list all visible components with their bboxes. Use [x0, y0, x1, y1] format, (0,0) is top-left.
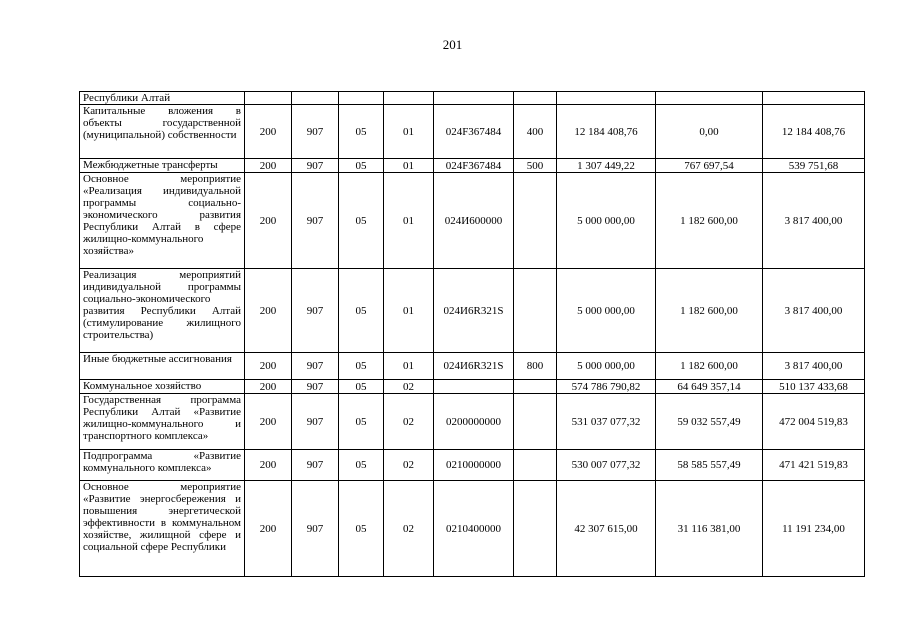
subsection-cell: 01 — [384, 159, 434, 173]
republic-amount-cell: 3 817 400,00 — [763, 353, 865, 380]
row-name-cell: Государственная программа Республики Алтай «Развитие жилищно-коммунального и транспортного комплекса» — [80, 394, 245, 450]
expense-type-cell — [514, 92, 557, 105]
table-row — [80, 394, 865, 450]
ministry-code-cell: 907 — [292, 353, 339, 380]
row-name-cell: Республики Алтай — [80, 92, 245, 105]
total-amount-cell: 5 000 000,00 — [557, 353, 656, 380]
total-amount-cell: 530 007 077,32 — [557, 450, 656, 481]
section-cell: 05 — [339, 450, 384, 481]
subsection-cell: 01 — [384, 105, 434, 159]
ministry-code-cell: 907 — [292, 380, 339, 394]
target-article-cell — [434, 380, 514, 394]
table-row — [80, 105, 865, 159]
federal-amount-cell: 59 032 557,49 — [656, 394, 763, 450]
subsection-cell: 02 — [384, 450, 434, 481]
row-name-cell: Межбюджетные трансферты — [80, 159, 245, 173]
row-name-cell: Капитальные вложения в объекты государственной (муниципальной) собственности — [80, 105, 245, 159]
federal-amount-cell: 64 649 357,14 — [656, 380, 763, 394]
subsection-cell: 01 — [384, 353, 434, 380]
target-article-cell: 024И6R321S — [434, 269, 514, 353]
ministry-code-cell — [292, 92, 339, 105]
total-amount-cell: 5 000 000,00 — [557, 269, 656, 353]
ministry-code-cell: 907 — [292, 173, 339, 269]
expense-type-cell: 800 — [514, 353, 557, 380]
row-name-cell: Коммунальное хозяйство — [80, 380, 245, 394]
section-cell: 05 — [339, 380, 384, 394]
table-row — [80, 353, 865, 380]
republic-amount-cell: 472 004 519,83 — [763, 394, 865, 450]
row-name-cell: Основное мероприятие «Развитие энергосбережения и повышения энергетической эффективности в коммунальном хозяйстве, жилищной сфере и социальной сфере Республики — [80, 481, 245, 577]
federal-amount-cell: 1 182 600,00 — [656, 353, 763, 380]
ministry-code-cell: 907 — [292, 105, 339, 159]
total-amount-cell: 1 307 449,22 — [557, 159, 656, 173]
target-article-cell: 024И6R321S — [434, 353, 514, 380]
republic-amount-cell: 12 184 408,76 — [763, 105, 865, 159]
target-article-cell: 0200000000 — [434, 394, 514, 450]
republic-amount-cell: 3 817 400,00 — [763, 269, 865, 353]
admin-code-cell: 200 — [245, 353, 292, 380]
republic-amount-cell: 471 421 519,83 — [763, 450, 865, 481]
total-amount-cell: 5 000 000,00 — [557, 173, 656, 269]
total-amount-cell — [557, 92, 656, 105]
target-article-cell — [434, 92, 514, 105]
expense-type-cell — [514, 450, 557, 481]
republic-amount-cell: 11 191 234,00 — [763, 481, 865, 577]
ministry-code-cell: 907 — [292, 450, 339, 481]
ministry-code-cell: 907 — [292, 394, 339, 450]
subsection-cell: 02 — [384, 481, 434, 577]
total-amount-cell: 12 184 408,76 — [557, 105, 656, 159]
table-row — [80, 450, 865, 481]
subsection-cell: 01 — [384, 269, 434, 353]
section-cell: 05 — [339, 481, 384, 577]
expense-type-cell — [514, 380, 557, 394]
row-name-cell: Иные бюджетные ассигнования — [80, 353, 245, 380]
republic-amount-cell: 3 817 400,00 — [763, 173, 865, 269]
section-cell: 05 — [339, 353, 384, 380]
subsection-cell — [384, 92, 434, 105]
row-name-cell: Реализация мероприятий индивидуальной программы социально-экономического развития Республики Алтай (стимулирование жилищного строительства) — [80, 269, 245, 353]
federal-amount-cell — [656, 92, 763, 105]
section-cell: 05 — [339, 173, 384, 269]
subsection-cell: 01 — [384, 173, 434, 269]
page-number: 201 — [442, 37, 463, 52]
section-cell: 05 — [339, 394, 384, 450]
admin-code-cell: 200 — [245, 394, 292, 450]
total-amount-cell: 42 307 615,00 — [557, 481, 656, 577]
admin-code-cell — [245, 92, 292, 105]
admin-code-cell: 200 — [245, 481, 292, 577]
table-row — [80, 269, 865, 353]
expense-type-cell — [514, 481, 557, 577]
federal-amount-cell: 31 116 381,00 — [656, 481, 763, 577]
section-cell: 05 — [339, 159, 384, 173]
federal-amount-cell: 58 585 557,49 — [656, 450, 763, 481]
federal-amount-cell: 767 697,54 — [656, 159, 763, 173]
target-article-cell: 024И600000 — [434, 173, 514, 269]
table-row — [80, 173, 865, 269]
target-article-cell: 024F367484 — [434, 159, 514, 173]
federal-amount-cell: 1 182 600,00 — [656, 173, 763, 269]
expense-type-cell — [514, 269, 557, 353]
admin-code-cell: 200 — [245, 173, 292, 269]
expense-type-cell — [514, 394, 557, 450]
section-cell — [339, 92, 384, 105]
total-amount-cell: 531 037 077,32 — [557, 394, 656, 450]
expense-type-cell: 500 — [514, 159, 557, 173]
ministry-code-cell: 907 — [292, 481, 339, 577]
admin-code-cell: 200 — [245, 159, 292, 173]
target-article-cell: 0210400000 — [434, 481, 514, 577]
budget-table — [79, 91, 865, 577]
subsection-cell: 02 — [384, 380, 434, 394]
expense-type-cell — [514, 173, 557, 269]
table-row — [80, 92, 865, 105]
federal-amount-cell: 1 182 600,00 — [656, 269, 763, 353]
admin-code-cell: 200 — [245, 380, 292, 394]
admin-code-cell: 200 — [245, 105, 292, 159]
target-article-cell: 0210000000 — [434, 450, 514, 481]
row-name-cell: Основное мероприятие «Реализация индивидуальной программы социально-экономического развития Республики Алтай в сфере жилищно-коммунального хозяйства» — [80, 173, 245, 269]
section-cell: 05 — [339, 269, 384, 353]
expense-type-cell: 400 — [514, 105, 557, 159]
admin-code-cell: 200 — [245, 450, 292, 481]
row-name-cell: Подпрограмма «Развитие коммунального комплекса» — [80, 450, 245, 481]
subsection-cell: 02 — [384, 394, 434, 450]
republic-amount-cell: 510 137 433,68 — [763, 380, 865, 394]
total-amount-cell: 574 786 790,82 — [557, 380, 656, 394]
ministry-code-cell: 907 — [292, 269, 339, 353]
table-row — [80, 159, 865, 173]
ministry-code-cell: 907 — [292, 159, 339, 173]
target-article-cell: 024F367484 — [434, 105, 514, 159]
republic-amount-cell: 539 751,68 — [763, 159, 865, 173]
table-row — [80, 481, 865, 577]
section-cell: 05 — [339, 105, 384, 159]
republic-amount-cell — [763, 92, 865, 105]
federal-amount-cell: 0,00 — [656, 105, 763, 159]
table-row — [80, 380, 865, 394]
admin-code-cell: 200 — [245, 269, 292, 353]
